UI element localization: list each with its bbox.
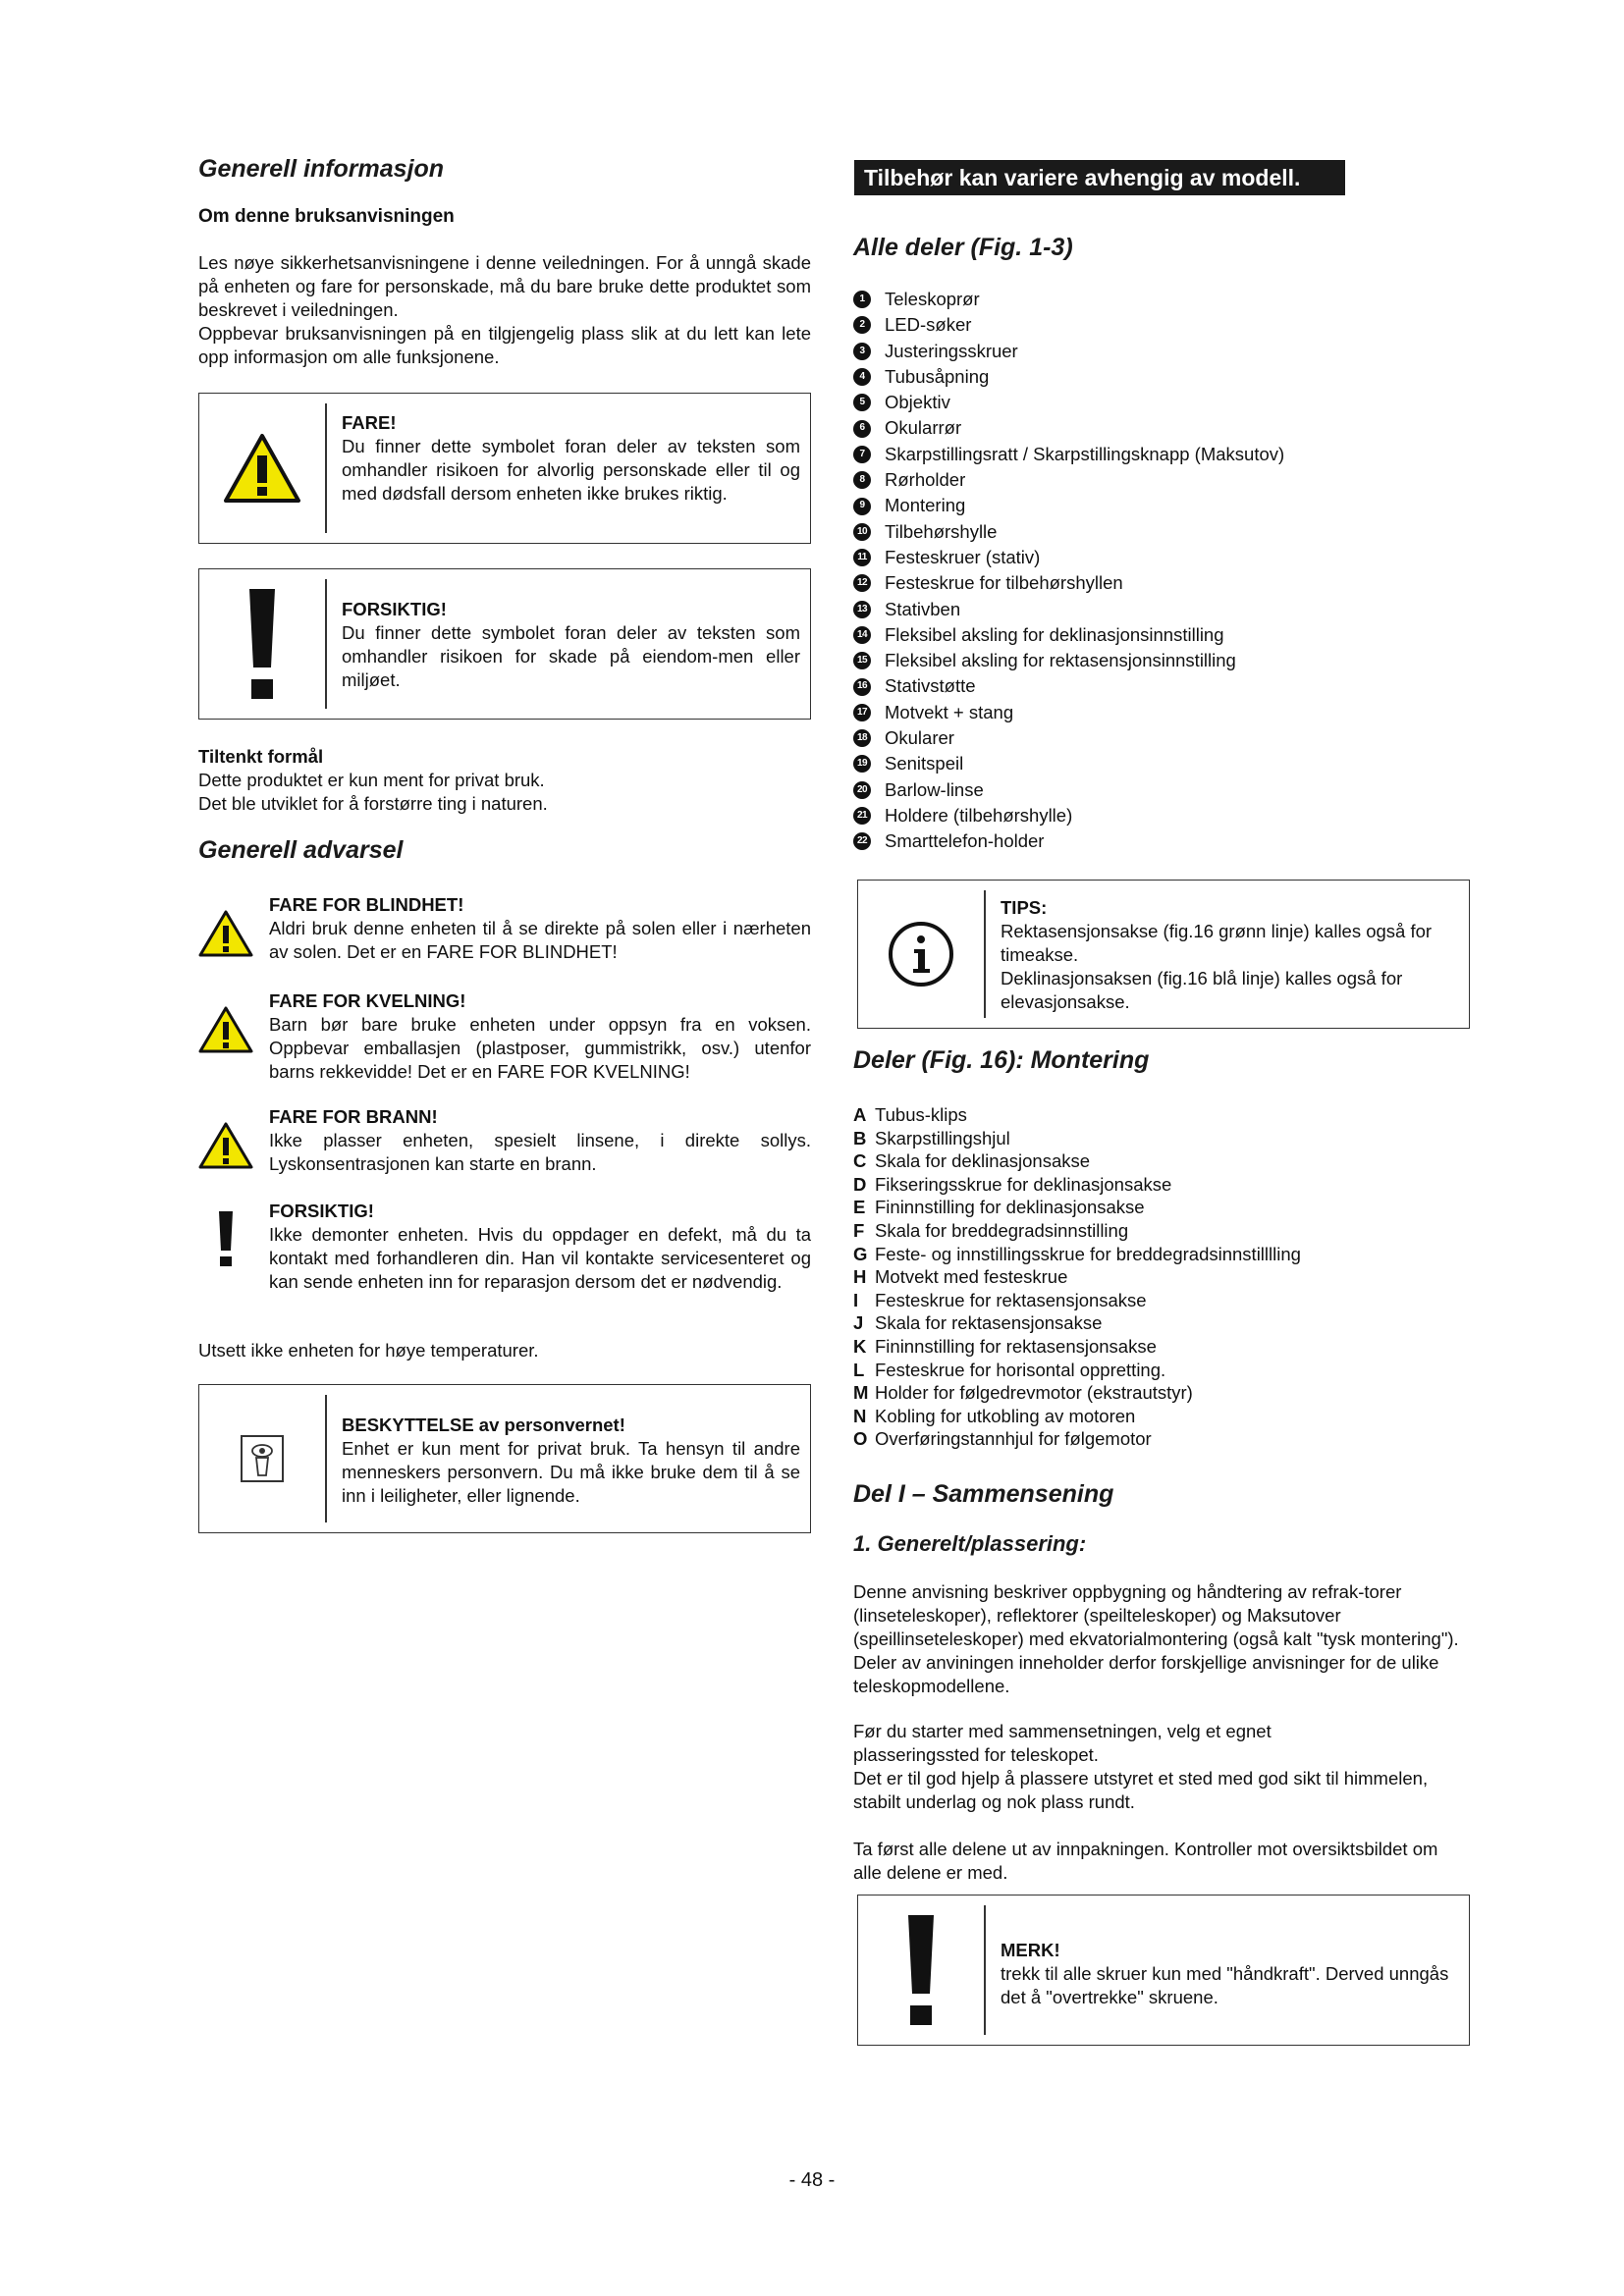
danger-box-content bbox=[342, 411, 800, 506]
mounting-title: Deler (Fig. 16): Montering bbox=[853, 1046, 1150, 1074]
warning-fire bbox=[198, 1105, 811, 1184]
tips-box-content bbox=[1001, 896, 1459, 1014]
intended-use-line2: Det ble utviklet for å forstørre ting i naturen. bbox=[198, 793, 548, 814]
mounting-part-item bbox=[853, 1427, 1301, 1451]
part-item bbox=[853, 312, 1284, 338]
part-item bbox=[853, 828, 1284, 854]
caution-text: Du finner dette symbolet foran deler av teksten som omhandler risikoen for skade på eiendom-men eller miljøet. bbox=[342, 622, 800, 690]
mounting-part-label: Motvekt med festeskrue bbox=[875, 1266, 1068, 1288]
part-item bbox=[853, 803, 1284, 828]
part-label: Okularrør bbox=[885, 417, 962, 439]
part-number-badge: 11 bbox=[853, 549, 871, 566]
general-info-title: Generell informasjon bbox=[198, 155, 445, 183]
part-label: LED-søker bbox=[885, 314, 972, 336]
part-label: Motvekt + stang bbox=[885, 701, 1014, 722]
part-item bbox=[853, 673, 1284, 699]
part-number-badge: 16 bbox=[853, 678, 871, 696]
part-item bbox=[853, 415, 1284, 441]
mounting-part-item bbox=[853, 1405, 1301, 1428]
mounting-part-letter: M bbox=[853, 1382, 869, 1404]
part-item bbox=[853, 287, 1284, 312]
mounting-part-item bbox=[853, 1149, 1301, 1173]
mounting-part-letter: B bbox=[853, 1127, 867, 1148]
assembly-para3: Ta først alle delene ut av innpakningen. Kontroller mot oversiktsbildet om alle delene er med. bbox=[853, 1839, 1438, 1883]
mounting-part-label: Festeskrue for rektasensjonsakse bbox=[875, 1289, 1147, 1310]
part-label: Tubusåpning bbox=[885, 365, 990, 387]
mounting-part-letter: K bbox=[853, 1335, 867, 1357]
part-number-badge: 17 bbox=[853, 704, 871, 721]
mounting-part-label: Overføringstannhjul for følgemotor bbox=[875, 1428, 1152, 1450]
mounting-part-item bbox=[853, 1381, 1301, 1405]
mounting-part-item bbox=[853, 1196, 1301, 1219]
part-item bbox=[853, 777, 1284, 803]
part-label: Fleksibel aksling for rektasensjonsinnstilling bbox=[885, 650, 1236, 671]
mounting-part-letter: C bbox=[853, 1150, 867, 1172]
general-warning-title: Generell advarsel bbox=[198, 836, 404, 864]
warning-text: Barn bør bare bruke enheten under oppsyn fra en voksen. Oppbevar emballasjen (plastposer, gummistrikk, osv.) utenfor barns rekkevidde! Det er en FARE FOR KVELNING! bbox=[269, 1014, 811, 1082]
part-label: Teleskoprør bbox=[885, 289, 980, 309]
mounting-part-letter: F bbox=[853, 1219, 865, 1241]
part-label: Stativstøtte bbox=[885, 675, 976, 697]
part-label: Festeskruer (stativ) bbox=[885, 546, 1041, 567]
mounting-part-letter: D bbox=[853, 1173, 867, 1195]
warning-text: Ikke plasser enheten, spesielt linsene, i direkte sollys. Lyskonsentrasjonen kan starte en brann. bbox=[269, 1130, 811, 1174]
caution-label: FORSIKTIG! bbox=[342, 599, 447, 619]
privacy-keyhole-icon bbox=[199, 1385, 325, 1532]
assembly-para1: Denne anvisning beskriver oppbygning og håndtering av refrak-torer (linseteleskoper), reflektorer (speilteleskoper) og Maksutover (speillinseteleskoper) med ekvatorialmontering (også kalt "tysk montering"). Deler av anviningen inneholder derfor forskjellige anvisninger for de ulike teleskopmodellene. bbox=[853, 1581, 1459, 1696]
part-item bbox=[853, 390, 1284, 415]
part-label: Skarpstillingsratt / Skarpstillingsknapp (Maksutov) bbox=[885, 443, 1285, 464]
intended-use-heading: Tiltenkt formål bbox=[198, 746, 324, 767]
part-item bbox=[853, 622, 1284, 648]
part-item bbox=[853, 493, 1284, 518]
mounting-part-item bbox=[853, 1359, 1301, 1382]
assembly-para2a: Før du starter med sammensetningen, velg et egnet plasseringssted for teleskopet. bbox=[853, 1721, 1272, 1765]
part-item bbox=[853, 339, 1284, 364]
mounting-part-letter: I bbox=[853, 1289, 859, 1310]
part-number-badge: 20 bbox=[853, 781, 871, 799]
mounting-part-letter: E bbox=[853, 1197, 866, 1218]
warning-text: Aldri bruk denne enheten til å se direkte på solen eller i nærheten av solen. Det er en FARE FOR BLINDHET! bbox=[269, 918, 811, 962]
info-icon bbox=[858, 881, 984, 1028]
about-manual-heading: Om denne bruksanvisningen bbox=[198, 206, 455, 227]
part-item bbox=[853, 545, 1284, 570]
part-label: Smarttelefon-holder bbox=[885, 830, 1045, 852]
part-number-badge: 7 bbox=[853, 446, 871, 463]
mounting-part-letter: N bbox=[853, 1405, 867, 1426]
part-label: Okularer bbox=[885, 727, 954, 749]
assembly-para2b: Det er til god hjelp å plassere utstyret et sted med god sikt til himmelen, stabilt underlag og nok plass rundt. bbox=[853, 1768, 1429, 1812]
warning-blindness bbox=[198, 893, 811, 972]
assembly-title: Del I – Sammensening bbox=[853, 1480, 1114, 1508]
mounting-part-label: Skala for rektasensjonsakse bbox=[875, 1312, 1103, 1334]
mounting-part-item bbox=[853, 1103, 1301, 1127]
part-label: Tilbehørshylle bbox=[885, 520, 998, 542]
box-divider bbox=[984, 1905, 986, 2035]
part-number-badge: 4 bbox=[853, 368, 871, 386]
mounting-part-label: Fikseringsskrue for deklinasjonsakse bbox=[875, 1173, 1172, 1195]
warning-text: Ikke demonter enheten. Hvis du oppdager en defekt, må du ta kontakt med forhandleren din. Han vil kontakte servicesenteret og kan sende enheten inn for reparasjon dersom det er nødvendig. bbox=[269, 1224, 811, 1292]
accessory-banner: Tilbehør kan variere avhengig av modell. bbox=[854, 160, 1345, 195]
box-divider bbox=[325, 403, 327, 533]
part-label: Montering bbox=[885, 495, 966, 516]
caution-box-content bbox=[342, 598, 800, 692]
privacy-label: BESKYTTELSE av personvernet! bbox=[342, 1415, 625, 1435]
part-item bbox=[853, 700, 1284, 725]
part-number-badge: 22 bbox=[853, 832, 871, 850]
part-number-badge: 18 bbox=[853, 729, 871, 747]
mounting-part-label: Fininnstilling for deklinasjonsakse bbox=[875, 1197, 1145, 1218]
exclamation-icon bbox=[199, 569, 325, 719]
part-number-badge: 2 bbox=[853, 316, 871, 334]
note-label: MERK! bbox=[1001, 1940, 1060, 1960]
part-label: Rørholder bbox=[885, 469, 966, 491]
part-label: Barlow-linse bbox=[885, 778, 984, 800]
mounting-part-item bbox=[853, 1219, 1301, 1243]
mounting-part-label: Festeskrue for horisontal oppretting. bbox=[875, 1359, 1166, 1380]
danger-triangle-icon bbox=[199, 394, 325, 543]
mounting-part-label: Tubus-klips bbox=[875, 1104, 967, 1125]
exclamation-icon bbox=[218, 1211, 234, 1266]
part-number-badge: 10 bbox=[853, 523, 871, 541]
part-number-badge: 5 bbox=[853, 394, 871, 411]
warning-label: FARE FOR BRANN! bbox=[269, 1106, 438, 1127]
danger-box bbox=[198, 393, 811, 544]
tips-line2: Deklinasjonsaksen (fig.16 blå linje) kalles også for elevasjonsakse. bbox=[1001, 968, 1403, 1012]
mounting-part-item bbox=[853, 1243, 1301, 1266]
note-text: trekk til alle skruer kun med "håndkraft". Derved unngås det å "overtrekke" skruene. bbox=[1001, 1963, 1449, 2007]
privacy-text: Enhet er kun ment for privat bruk. Ta hensyn til andre menneskers personvern. Du må ikke bruke dem til å se inn i leiligheter, eller lignende. bbox=[342, 1438, 800, 1506]
mounting-part-item bbox=[853, 1265, 1301, 1289]
mounting-part-letter: G bbox=[853, 1243, 868, 1264]
part-number-badge: 15 bbox=[853, 652, 871, 669]
mounting-part-letter: J bbox=[853, 1312, 864, 1334]
warning-suffocation bbox=[198, 989, 811, 1088]
mounting-part-letter: A bbox=[853, 1104, 867, 1125]
part-label: Holdere (tilbehørshylle) bbox=[885, 804, 1073, 826]
all-parts-title: Alle deler (Fig. 1-3) bbox=[853, 234, 1073, 261]
mounting-part-letter: H bbox=[853, 1266, 867, 1288]
part-item bbox=[853, 467, 1284, 493]
warning-label: FORSIKTIG! bbox=[269, 1201, 374, 1221]
mounting-part-letter: O bbox=[853, 1428, 868, 1450]
part-number-badge: 13 bbox=[853, 601, 871, 618]
parts-list bbox=[853, 287, 1284, 855]
caution-box bbox=[198, 568, 811, 720]
part-number-badge: 12 bbox=[853, 574, 871, 592]
part-number-badge: 21 bbox=[853, 807, 871, 825]
tips-box bbox=[857, 880, 1470, 1029]
exclamation-icon bbox=[858, 1896, 984, 2045]
privacy-box bbox=[198, 1384, 811, 1533]
page-number: - 48 - bbox=[788, 2169, 836, 2191]
keep-manual-text: Oppbevar bruksanvisningen på en tilgjengelig plass slik at du lett kan lete opp informasjon om alle funksjonene. bbox=[198, 323, 811, 367]
mounting-part-letter: L bbox=[853, 1359, 865, 1380]
temperature-text: Utsett ikke enheten for høye temperaturer. bbox=[198, 1340, 539, 1361]
note-box-content bbox=[1001, 1939, 1459, 2009]
warning-caution bbox=[198, 1200, 811, 1317]
tips-line1: Rektasensjonsakse (fig.16 grønn linje) kalles også for timeakse. bbox=[1001, 921, 1433, 965]
part-item bbox=[853, 570, 1284, 596]
intended-use-line1: Dette produktet er kun ment for privat bruk. bbox=[198, 770, 545, 790]
about-manual-text: Les nøye sikkerhetsanvisningene i denne veiledningen. For å unngå skade på enheten og fare for personskade, må du bare bruke dette produktet som beskrevet i veiledningen. bbox=[198, 252, 811, 320]
general-placement-title: 1. Generelt/plassering: bbox=[853, 1531, 1087, 1556]
part-label: Festeskrue for tilbehørshyllen bbox=[885, 572, 1123, 594]
warning-label: FARE FOR BLINDHET! bbox=[269, 894, 464, 915]
part-number-badge: 3 bbox=[853, 343, 871, 360]
part-label: Senitspeil bbox=[885, 753, 964, 774]
danger-label: FARE! bbox=[342, 412, 397, 433]
tips-label: TIPS: bbox=[1001, 897, 1048, 918]
mounting-part-label: Skala for breddegradsinnstilling bbox=[875, 1219, 1129, 1241]
privacy-box-content bbox=[342, 1414, 800, 1508]
part-item bbox=[853, 442, 1284, 467]
part-item bbox=[853, 597, 1284, 622]
part-number-badge: 6 bbox=[853, 420, 871, 438]
part-label: Stativben bbox=[885, 598, 961, 619]
part-item bbox=[853, 364, 1284, 390]
part-number-badge: 14 bbox=[853, 626, 871, 644]
mounting-part-label: Holder for følgedrevmotor (ekstrautstyr) bbox=[875, 1382, 1193, 1404]
box-divider bbox=[325, 1395, 327, 1522]
part-item bbox=[853, 751, 1284, 776]
part-number-badge: 9 bbox=[853, 498, 871, 515]
warning-triangle-icon bbox=[198, 909, 253, 958]
mounting-parts-list bbox=[853, 1103, 1301, 1451]
mounting-part-item bbox=[853, 1311, 1301, 1335]
box-divider bbox=[984, 890, 986, 1018]
part-item bbox=[853, 725, 1284, 751]
mounting-part-item bbox=[853, 1289, 1301, 1312]
mounting-part-label: Kobling for utkobling av motoren bbox=[875, 1405, 1136, 1426]
mounting-part-item bbox=[853, 1173, 1301, 1197]
danger-text: Du finner dette symbolet foran deler av teksten som omhandler risikoen for alvorlig personskade eller til og med dødsfall dersom enheten ikke brukes riktig. bbox=[342, 436, 800, 504]
mounting-part-label: Skarpstillingshjul bbox=[875, 1127, 1010, 1148]
mounting-part-label: Fininnstilling for rektasensjonsakse bbox=[875, 1335, 1157, 1357]
part-number-badge: 1 bbox=[853, 291, 871, 308]
warning-label: FARE FOR KVELNING! bbox=[269, 990, 466, 1011]
part-label: Fleksibel aksling for deklinasjonsinnstilling bbox=[885, 623, 1224, 645]
box-divider bbox=[325, 579, 327, 709]
part-number-badge: 8 bbox=[853, 471, 871, 489]
part-item bbox=[853, 648, 1284, 673]
mounting-part-label: Skala for deklinasjonsakse bbox=[875, 1150, 1091, 1172]
warning-triangle-icon bbox=[198, 1005, 253, 1054]
part-label: Objektiv bbox=[885, 392, 950, 413]
part-number-badge: 19 bbox=[853, 755, 871, 773]
note-box bbox=[857, 1895, 1470, 2046]
mounting-part-label: Feste- og innstillingsskrue for breddegradsinnstilllling bbox=[875, 1243, 1301, 1264]
mounting-part-item bbox=[853, 1335, 1301, 1359]
warning-triangle-icon bbox=[198, 1121, 253, 1170]
part-label: Justeringsskruer bbox=[885, 340, 1018, 361]
mounting-part-item bbox=[853, 1127, 1301, 1150]
part-item bbox=[853, 519, 1284, 545]
